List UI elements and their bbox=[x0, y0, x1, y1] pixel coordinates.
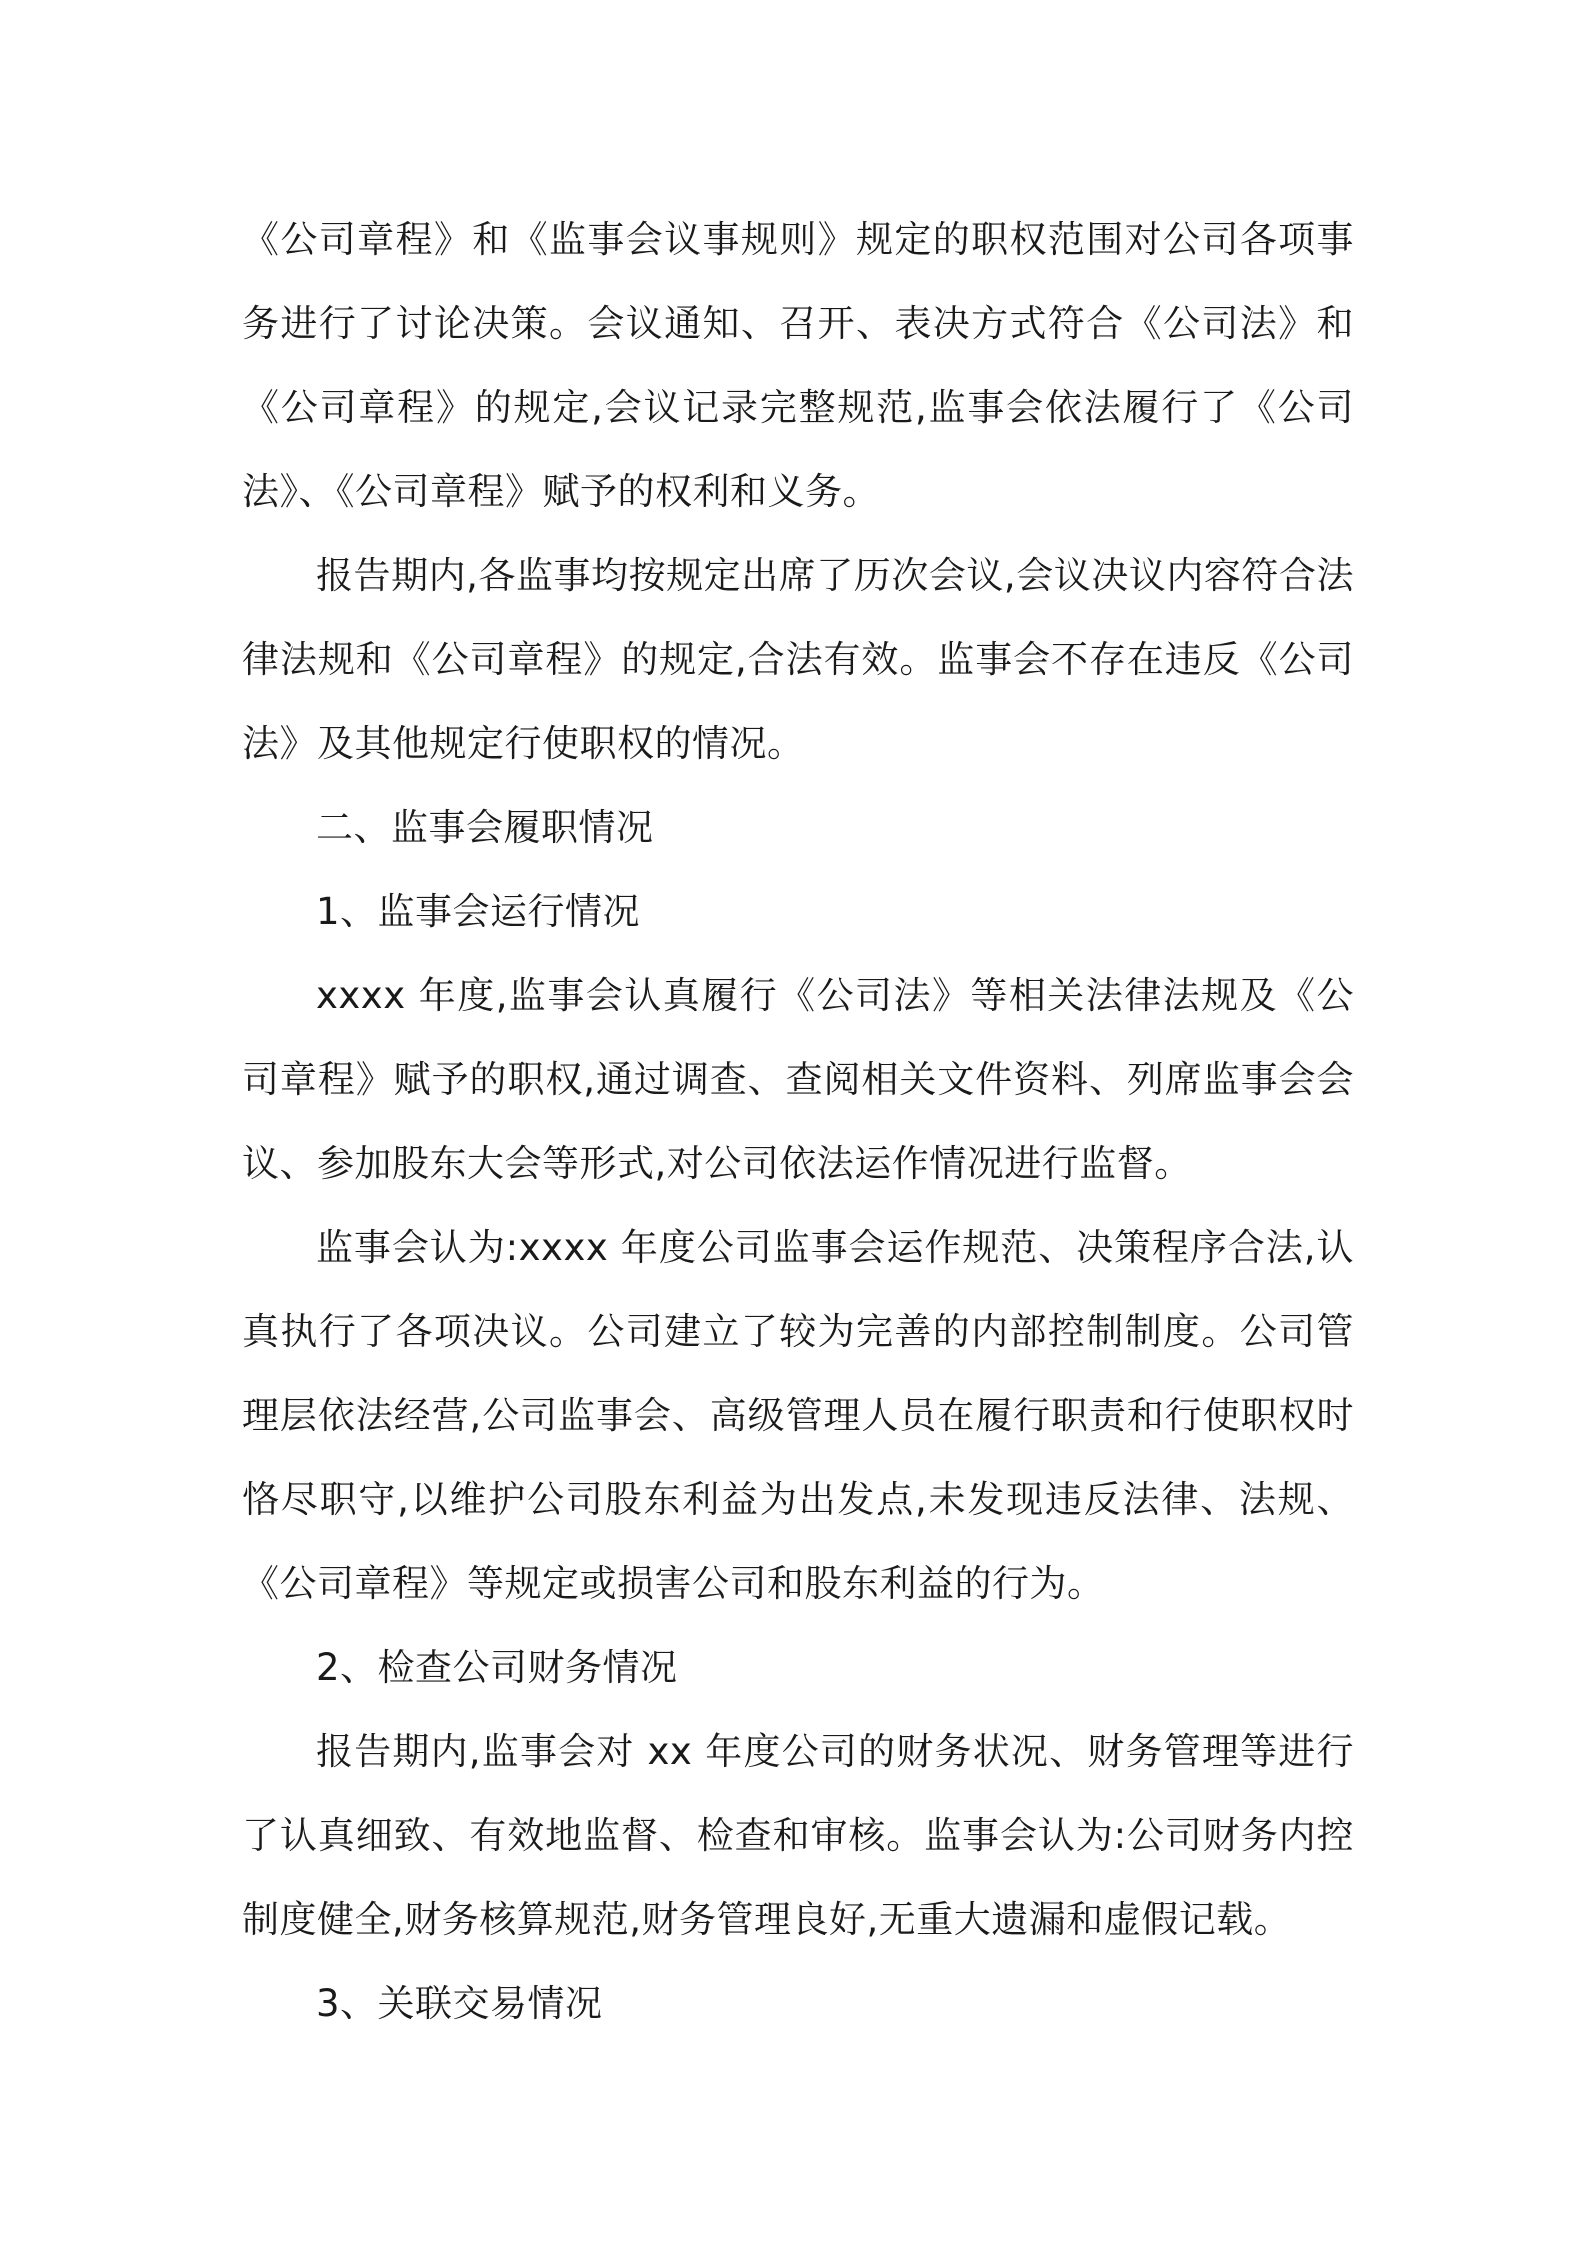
paragraph-attendance: 报告期内,各监事均按规定出席了历次会议,会议决议内容符合法律法规和《公司章程》的规定,合法有效。监事会不存在违反《公司法》及其他规定行使职权的情况。 bbox=[242, 554, 1354, 765]
subheading-related-transactions: 3、关联交易情况 bbox=[316, 1982, 603, 2025]
paragraph-operation: xxxx 年度,监事会认真履行《公司法》等相关法律法规及《公司章程》赋予的职权,通过调查、查阅相关文件资料、列席监事会会议、参加股东大会等形式,对公司依法运作情况进行监督。 bbox=[242, 974, 1354, 1185]
paragraph-opinion: 监事会认为:xxxx 年度公司监事会运作规范、决策程序合法,认真执行了各项决议。公司建立了较为完善的内部控制制度。公司管理层依法经营,公司监事会、高级管理人员在履行职责和行使职权时恪尽职守,以维护公司股东利益为出发点,未发现违反法律、法规、《公司章程》等规定或损害公司和股东利益的行为。 bbox=[242, 1226, 1354, 1605]
subheading-operation: 1、监事会运行情况 bbox=[316, 890, 641, 933]
subheading-finance: 2、检查公司财务情况 bbox=[316, 1646, 678, 1689]
document-body bbox=[242, 198, 1354, 2046]
paragraph-continuation: 《公司章程》和《监事会议事规则》规定的职权范围对公司各项事务进行了讨论决策。会议通知、召开、表决方式符合《公司法》和《公司章程》的规定,会议记录完整规范,监事会依法履行了《公司法》、《公司章程》赋予的权利和义务。 bbox=[242, 218, 1354, 513]
section-heading-duties: 二、监事会履职情况 bbox=[316, 806, 654, 849]
paragraph-finance: 报告期内,监事会对 xx 年度公司的财务状况、财务管理等进行了认真细致、有效地监督、检查和审核。监事会认为:公司财务内控制度健全,财务核算规范,财务管理良好,无重大遗漏和虚假记载。 bbox=[242, 1730, 1354, 1941]
